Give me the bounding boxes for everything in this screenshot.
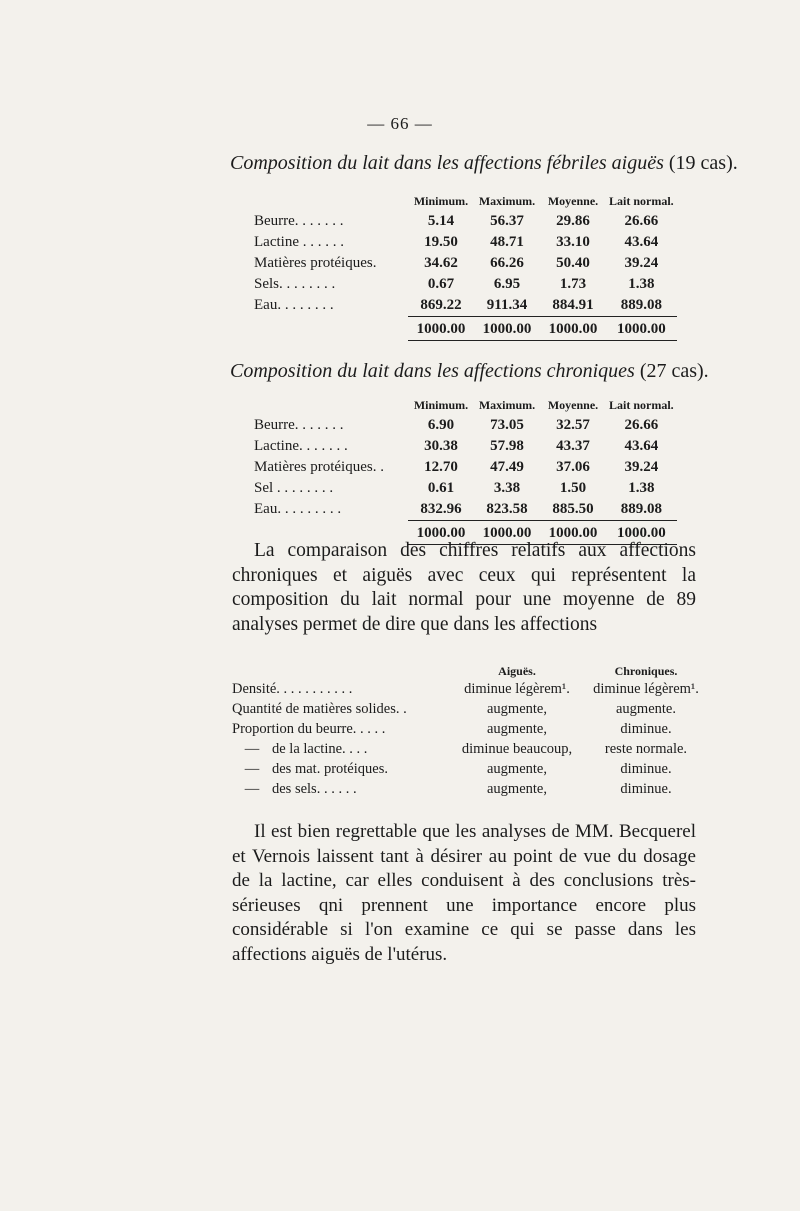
effects-aigues-value: augmente,: [487, 720, 547, 737]
effects-chroniques-value: augmente.: [616, 700, 676, 717]
ditto-dash: —: [244, 780, 260, 797]
cell-value: 73.05: [490, 417, 524, 433]
column-header-aigues: Aiguës.: [498, 664, 536, 678]
effects-chroniques-value: reste normale.: [604, 740, 688, 757]
ditto-dash: —: [244, 760, 260, 777]
effects-row-label: [232, 719, 442, 739]
effects-row-label: [232, 739, 442, 759]
effects-row-label-text: Densité. . . . . . . . . . .: [232, 680, 353, 697]
cell-value: 32.57: [556, 417, 590, 433]
row-label: Lactine . . . . . .: [254, 234, 344, 250]
total-value: 1000.00: [408, 521, 474, 545]
cell-value: 34.62: [424, 255, 458, 271]
effects-aigues-value: augmente,: [487, 780, 547, 797]
cell-value: 43.64: [624, 234, 659, 250]
cell-value: 1.73: [559, 276, 587, 292]
table-row: [254, 232, 677, 253]
column-header-label: [254, 194, 408, 211]
cell-value: 911.34: [474, 295, 540, 317]
table-aigues: [254, 194, 677, 341]
table-row: [254, 253, 677, 274]
row-label: Matières protéiques. .: [254, 459, 384, 475]
table-row: [254, 436, 677, 457]
effects-aigues-value: augmente,: [487, 700, 547, 717]
column-header: Moyenne.: [547, 194, 599, 208]
cell-value: 43.64: [624, 438, 659, 454]
total-value: 1000.00: [606, 521, 677, 545]
column-header: Moyenne.: [547, 398, 599, 412]
cell-value: 3.38: [493, 480, 521, 496]
row-label: Matières protéiques.: [254, 255, 377, 271]
effects-row-label: [232, 759, 442, 779]
cell-value: 1.38: [628, 276, 655, 292]
effects-row-label-text: des mat. protéiques.: [272, 760, 388, 777]
cell-value: 33.10: [556, 234, 590, 250]
cell-value: 6.95: [493, 276, 521, 292]
effects-row-label: [232, 679, 442, 699]
paragraph-comparison: [232, 539, 696, 637]
cell-value: 57.98: [490, 438, 524, 454]
column-header: Maximum.: [478, 398, 536, 412]
effects-chroniques-value: diminue légèrem¹.: [593, 680, 699, 697]
effects-row: [232, 759, 700, 779]
paragraph-conclusion-text: Il est bien regrettable que les analyses de MM. Becquerel et Vernois laissent tant à désirer au point de vue du dosage de la lactine, car elles conduisent à des conclusions très-sérieuses qni prennent une importance encore plus considérable si l'on examine ce qui se passe dans les affections aiguës de l'utérus.: [232, 821, 696, 965]
cell-value: 12.70: [424, 459, 458, 475]
effects-row-label: [232, 779, 442, 799]
column-header: Minimum.: [413, 194, 469, 208]
cell-value: 0.67: [427, 276, 455, 292]
effects-row: [232, 679, 700, 699]
column-header: Minimum.: [413, 398, 469, 412]
table-aigues-title-text: Composition du lait dans les affections fébriles aiguës: [230, 152, 664, 174]
table-row: [254, 499, 677, 521]
effects-row-label-text: de la lactine. . . .: [272, 740, 368, 757]
cell-value: 29.86: [556, 213, 590, 229]
table-row: [254, 274, 677, 295]
cell-value: 39.24: [624, 459, 659, 475]
total-value: 1000.00: [474, 317, 540, 341]
cell-value: 43.37: [556, 438, 590, 454]
cell-value: 50.40: [556, 255, 590, 271]
cell-value: 39.24: [624, 255, 659, 271]
effects-row-label-text: Proportion du beurre. . . . .: [232, 720, 386, 737]
paragraph-comparison-text: La comparaison des chiffres relatifs aux affections chroniques et aiguës avec ceux qui représentent la composition du lait normal pour une moyenne de 89 analyses permet de dire que dans les affections: [232, 540, 696, 635]
row-label: Eau. . . . . . . . .: [254, 501, 342, 518]
cell-value: 889.08: [606, 295, 677, 317]
paragraph-conclusion: [232, 820, 696, 967]
effects-chroniques-value: diminue.: [620, 720, 672, 737]
effects-aigues-value: diminue beaucoup,: [461, 740, 573, 757]
table-aigues-title: [230, 152, 738, 175]
cell-value: 47.49: [490, 459, 524, 475]
table-chroniques-title: [230, 360, 709, 383]
effects-row-label: [232, 699, 442, 719]
column-header: Lait normal.: [609, 398, 674, 412]
effects-row-label-text: Quantité de matières solides. .: [232, 700, 407, 717]
table-row: [254, 415, 677, 436]
effects-row: [232, 739, 700, 759]
table-row: [254, 211, 677, 232]
column-header-chroniques: Chroniques.: [614, 664, 678, 678]
effects-header-label: [232, 664, 442, 679]
effects-aigues-value: diminue légèrem¹.: [464, 680, 570, 697]
cell-value: 26.66: [624, 213, 659, 229]
page-number: — 66 —: [367, 114, 433, 133]
row-label: Sels. . . . . . . .: [254, 276, 336, 292]
row-label: Lactine. . . . . . .: [254, 438, 348, 454]
ditto-dash: —: [244, 740, 260, 757]
cell-value: 48.71: [490, 234, 524, 250]
effects-table: [232, 664, 700, 799]
row-label: Eau. . . . . . . .: [254, 297, 334, 314]
effects-chroniques-value: diminue.: [620, 780, 672, 797]
effects-chroniques-value: diminue.: [620, 760, 672, 777]
table-chroniques: [254, 398, 677, 545]
column-header-label: [254, 398, 408, 415]
total-value: 1000.00: [606, 317, 677, 341]
total-value: 1000.00: [408, 317, 474, 341]
cell-value: 19.50: [424, 234, 458, 250]
row-label: Beurre. . . . . . .: [254, 213, 344, 229]
cell-value: 885.50: [540, 499, 606, 521]
cell-value: 1.50: [559, 480, 587, 496]
total-value: 1000.00: [540, 317, 606, 341]
table-chroniques-cases: (27 cas).: [639, 360, 709, 382]
cell-value: 6.90: [427, 417, 455, 433]
cell-value: 832.96: [408, 499, 474, 521]
table-row: [254, 457, 677, 478]
cell-value: 0.61: [427, 480, 455, 496]
table-row: [254, 295, 677, 317]
effects-row: [232, 699, 700, 719]
cell-value: 823.58: [474, 499, 540, 521]
total-value: 1000.00: [474, 521, 540, 545]
cell-value: 884.91: [540, 295, 606, 317]
table-aigues-cases: (19 cas).: [668, 152, 738, 174]
cell-value: 869.22: [408, 295, 474, 317]
cell-value: 889.08: [606, 499, 677, 521]
cell-value: 37.06: [556, 459, 590, 475]
effects-row: [232, 779, 700, 799]
cell-value: 56.37: [490, 213, 524, 229]
row-label: Sel . . . . . . . .: [254, 480, 334, 496]
cell-value: 66.26: [490, 255, 524, 271]
total-label: [254, 317, 408, 341]
table-chroniques-title-text: Composition du lait dans les affections chroniques: [230, 360, 635, 382]
table-header-row: [254, 194, 677, 211]
cell-value: 30.38: [424, 438, 458, 454]
row-label: Beurre. . . . . . .: [254, 417, 344, 433]
cell-value: 1.38: [628, 480, 655, 496]
effects-aigues-value: augmente,: [487, 760, 547, 777]
effects-header-row: [232, 664, 700, 679]
total-value: 1000.00: [540, 521, 606, 545]
table-header-row: [254, 398, 677, 415]
effects-row: [232, 719, 700, 739]
table-row: [254, 478, 677, 499]
cell-value: 5.14: [427, 213, 455, 229]
table-total-row: [254, 317, 677, 341]
column-header: Maximum.: [478, 194, 536, 208]
cell-value: 26.66: [624, 417, 659, 433]
effects-row-label-text: des sels. . . . . .: [272, 780, 357, 797]
column-header: Lait normal.: [609, 194, 674, 208]
